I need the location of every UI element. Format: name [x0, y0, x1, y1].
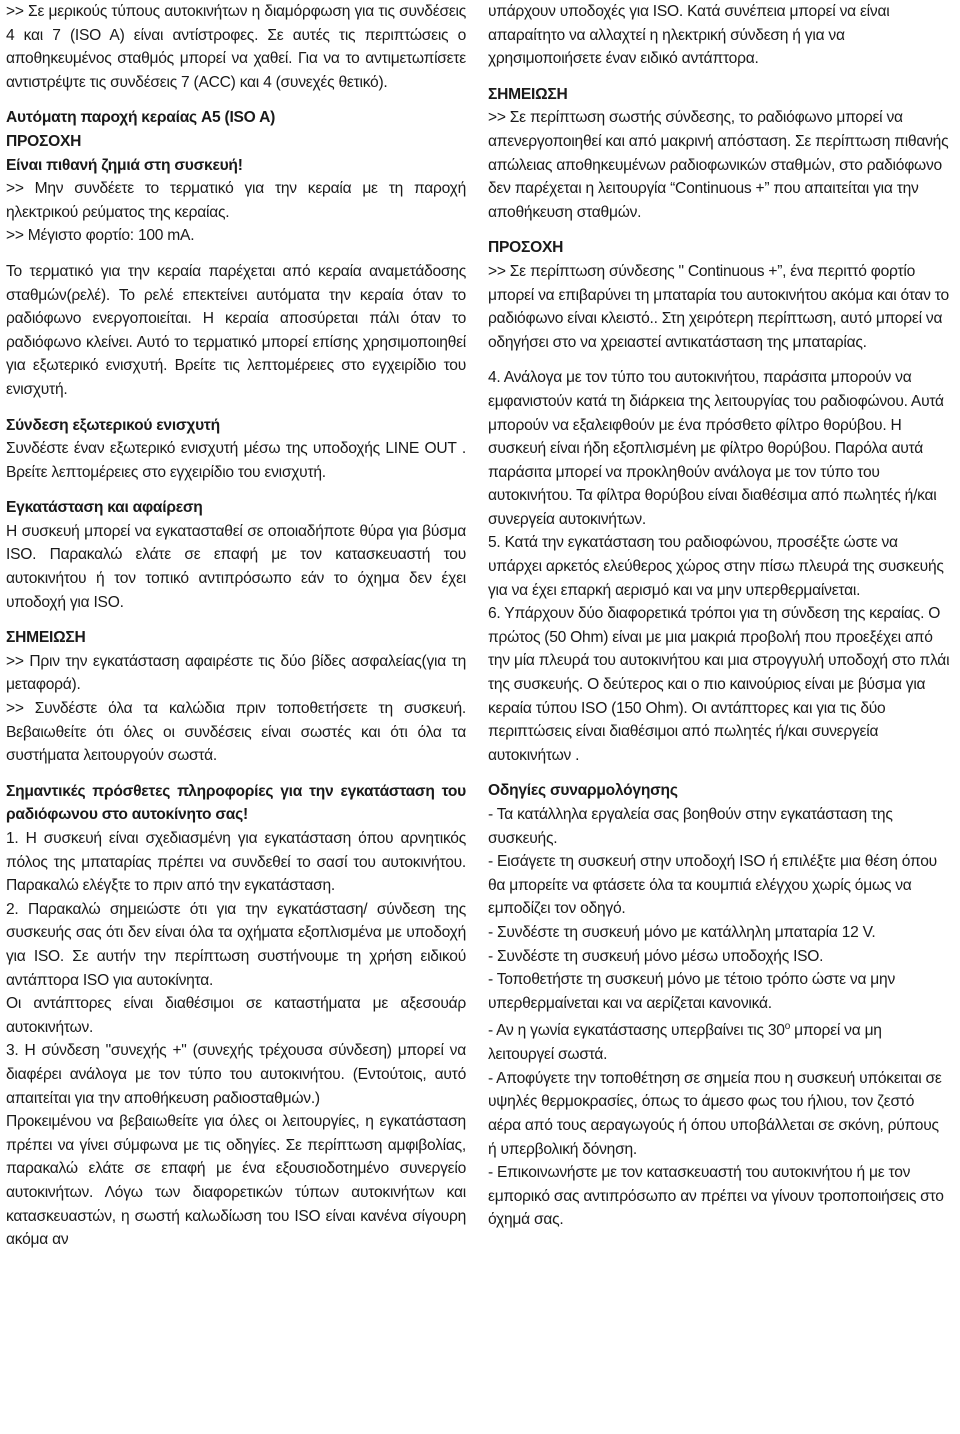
info-item-1: 1. Η συσκευή είναι σχεδιασμένη για εγκατάσταση όπου αρνητικός πόλος της μπαταρίας πρέπει να συνδεθεί το σασί του αυτοκινήτου. Παρακαλώ ελέγξτε το πριν από την εγκατάσταση.: [6, 830, 466, 895]
assembly-item-iso: - Συνδέστε τη συσκευή μόνο μέσω υποδοχής ISO.: [488, 947, 824, 965]
degree-sign: o: [784, 1021, 791, 1033]
antenna-heading: Αυτόματη παροχή κεραίας A5 (ISO A): [6, 109, 276, 127]
info-item-2-adapters: Οι αντάπτορες είναι διαθέσιμοι σε καταστήματα με αξεσουάρ αυτοκινήτων.: [6, 995, 466, 1036]
assembly-item-angle: [488, 1015, 950, 1066]
caution-text: >> Μην συνδέετε το τερματικό για την κεραία με τη παροχή ηλεκτρικού ρεύματος της κεραίας.: [6, 180, 466, 221]
caution-damage: Είναι πιθανή ζημιά στη συσκευή!: [6, 156, 243, 174]
caution-text-right: >> Σε περίπτωση σύνδεσης " Continuous +”, ένα περιττό φορτίο μπορεί να επιβαρύνει τη μπαταρία του αυτοκινήτου ακόμα και όταν το ραδιόφωνο είναι κλειστό.. Στη χειρότερη περίπτωση, αυτό μπορεί να οδηγήσει στο να χρειαστεί αντικατάσταση της μπαταρίας.: [488, 262, 949, 351]
assembly-item-contact: - Επικοινωνήστε με τον κατασκευαστή του αυτοκινήτου ή με τον εμπορικό σας αντιπρόσωπο αν πρέπει να γίνουν τροποποιήσεις στο όχημά σας.: [488, 1164, 944, 1229]
amp-heading: Σύνδεση εξωτερικού ενισχυτή: [6, 416, 220, 434]
caution-heading-right: ΠΡΟΣΟΧΗ: [488, 239, 564, 257]
max-load-text: >> Μέγιστο φορτίο: 100 mA.: [6, 227, 195, 245]
note-text-screws: >> Πριν την εγκατάσταση αφαιρέστε τις δύο βίδες ασφαλείας(για τη μεταφορά).: [6, 652, 466, 694]
right-column: [476, 0, 950, 1434]
info-item-3-more: Προκειμένου να βεβαιωθείτε για όλες οι λειτουργίες, η εγκατάσταση πρέπει να γίνει σύμφωνα με τις οδηγίες. Σε περίπτωση αμφιβολίας, παρακαλώ ελάτε σε επαφή με ένα εξουσιοδοτημένο συνεργείο αυτοκινήτων. Λόγω των διαφορετικών τύπων αυτοκινήτων και κατασκευαστών, η σωστή καλωδίωση του ISO είναι κανένα σίγουρη ακόμα αν: [6, 1113, 466, 1249]
angle-text-post: μπορεί να μη λειτουργεί σωστά.: [488, 1022, 882, 1064]
left-column: [6, 0, 476, 1434]
note-text-right: >> Σε περίπτωση σωστής σύνδεσης, το ραδιόφωνο μπορεί να απενεργοποιηθεί και από μακρινή απόσταση. Σε περίπτωση πιθανής απώλειας αποθηκευμένων ραδιοφωνικών σταθμών, στο ραδιόφωνο δεν παρέχεται η λειτουργία “Continuous +” που απαιτείται για την αποθήκευση σταθμών.: [488, 109, 949, 221]
info-heading: Σημαντικές πρόσθετες πληροφορίες για την εγκατάσταση του ραδιόφωνου στο αυτοκίνητο σας!: [6, 782, 466, 824]
amp-paragraph: Συνδέστε έναν εξωτερικό ενισχυτή μέσω της υποδοχής LINE OUT . Βρείτε λεπτομέρειες στο εγχειρίδιο του ενισχυτή.: [6, 440, 466, 481]
info-item-4: 4. Ανάλογα με τον τύπο του αυτοκινήτου, παράσιτα μπορούν να εμφανιστούν κατά τη διάρκεια της λειτουργίας του ραδιοφώνου. Αυτά μπορούν να εξαλειφθούν με ένα πρόσθετο φίλτρο θορύβου. Η συσκευή είναι ήδη εξοπλισμένη με φίλτρο θορύβου. Παρόλα αυτά παράσιτα μπορεί να προκληθούν ανάλογα με τον τύπο του αυτοκινήτου. Τα φίλτρα θορύβου είναι διαθέσιμα από πωλητές ή/και συνεργεία αυτοκινήτων.: [488, 369, 944, 528]
caution-heading: ΠΡΟΣΟΧΗ: [6, 132, 82, 150]
info-item-6: 6. Υπάρχουν δύο διαφορετικά τρόποι για τη σύνδεση της κεραίας. Ο πρώτος (50 Ohm) είναι με μια μακριά προβολή που προεξέχει από την μία πλευρά του αυτοκινήτου και μια στρογγυλή υποδοχή στο πλάι της συσκευής. Ο δεύτερος και ο πιο καινούριος είναι με βύσμα για κεραία τύπου ISO (150 Ohm). Οι αντάπτορες και για τις δύο περιπτώσεις είναι διαθέσιμοι από πωλητές ή/και συνεργεία αυτοκινήτων .: [488, 605, 950, 764]
antenna-paragraph: Το τερματικό για την κεραία παρέχεται από κεραία αναμετάδοσης σταθμών(ρελέ). Το ρελέ επεκτείνει αυτόματα την κεραία όταν το ραδιόφωνο ενεργοποιείται. Η κεραία αποσύρεται πάλι όταν το ραδιόφωνο κλείνει. Αυτό το τερματικό μπορεί επίσης χρησιμοποιηθεί για εξωτερικό ενισχυτή. Βρείτε τις λεπτομέρειες στο εγχειρίδιο του ενισχυτή.: [6, 262, 466, 398]
info-item-3: 3. Η σύνδεση "συνεχής +" (συνεχής τρέχουσα σύνδεση) μπορεί να διαφέρει ανάλογα με τον τύπο του αυτοκινήτου. (Εντούτοις, αυτό απαιτείται για την αποθήκευση ραδιοσταθμών.): [6, 1042, 466, 1107]
info-item-2: 2. Παρακαλώ σημειώστε ότι για την εγκατάσταση/ σύνδεση της συσκευής σας ότι δεν είναι όλα τα οχήματα εξοπλισμένα με υποδοχή για ISO. Σε αυτήν την περίπτωση συστήνουμε τη χρήση ειδικού αντάπτορα ISO για αυτοκίνητα.: [6, 900, 466, 989]
install-heading: Εγκατάσταση και αφαίρεση: [6, 499, 203, 517]
intro-paragraph: >> Σε μερικούς τύπους αυτοκινήτων η διαμόρφωση για τις συνδέσεις 4 και 7 (ISO A) είναι αντίστροφες. Σε αυτές τις περιπτώσεις ο αποθηκευμένος σταθμός μπορεί να χαθεί. Για να το αντιμετωπίσετε αντιστρέψτε τις συνδέσεις 7 (ACC) και 4 (συνεχές θετικό).: [6, 3, 466, 91]
assembly-item-ventilation: - Τοποθετήστε τη συσκευή μόνο με τέτοιο τρόπο ώστε να μην υπερθερμαίνεται και να αερίζεται κανονικά.: [488, 971, 896, 1012]
install-paragraph: Η συσκευή μπορεί να εγκατασταθεί σε οποιαδήποτε θύρα για βύσμα ISO. Παρακαλώ ελάτε σε επαφή με τον κατασκευαστή του αυτοκινήτου ή τον τοπικό αντιπρόσωπο εάν το όχημα δεν έχει υποδοχή για ISO.: [6, 522, 466, 611]
assembly-item-tools: - Τα κατάλληλα εργαλεία σας βοηθούν στην εγκατάσταση της συσκευής.: [488, 806, 893, 847]
continued-paragraph: υπάρχουν υποδοχές για ISO. Κατά συνέπεια μπορεί να είναι απαραίτητο να αλλαχτεί η ηλεκτρική σύνδεση ή για να χρησιμοποιήσετε έναν ειδικό αντάπτορα.: [488, 3, 890, 68]
angle-text-pre: - Αν η γωνία εγκατάστασης υπερβαίνει τις 30: [488, 1022, 785, 1040]
assembly-item-insert: - Εισάγετε τη συσκευή στην υποδοχή ISO ή επιλέξτε μια θέση όπου θα μπορείτε να φτάσετε όλα τα κουμπιά ελέγχου χωρίς όμως να εμποδίζει τον οδηγό.: [488, 853, 937, 918]
note-heading: ΣΗΜΕΙΩΣΗ: [6, 629, 86, 647]
note-text-cables: >> Συνδέστε όλα τα καλώδια πριν τοποθετήσετε τη συσκευή. Βεβαιωθείτε ότι όλες οι συνδέσεις είναι σωστές και ότι όλα τα συστήματα λειτουργούν σωστά.: [6, 700, 466, 765]
assembly-item-battery: - Συνδέστε τη συσκευή μόνο με κατάλληλη μπαταρία 12 V.: [488, 923, 876, 941]
assembly-item-heat: - Αποφύγετε την τοποθέτηση σε σημεία που η συσκευή υπόκειται σε υψηλές θερμοκρασίες, όπως το άμεσο φως του ήλιου, τον ζεστό αέρα από τους αεραγωγούς ή όπου υποβάλλεται σε σκόνη, ρύπους ή υπερβολική δόνηση.: [488, 1069, 942, 1158]
note-heading-right: ΣΗΜΕΙΩΣΗ: [488, 85, 568, 103]
assembly-heading: Οδηγίες συναρμολόγησης: [488, 782, 678, 800]
info-item-5: 5. Κατά την εγκατάσταση του ραδιοφώνου, προσέξτε ώστε να υπάρχει αρκετός ελεύθερος χώρος στην πίσω πλευρά της συσκευής για να έχει επαρκή αερισμό και να μην υπερθερμαίνεται.: [488, 534, 944, 599]
